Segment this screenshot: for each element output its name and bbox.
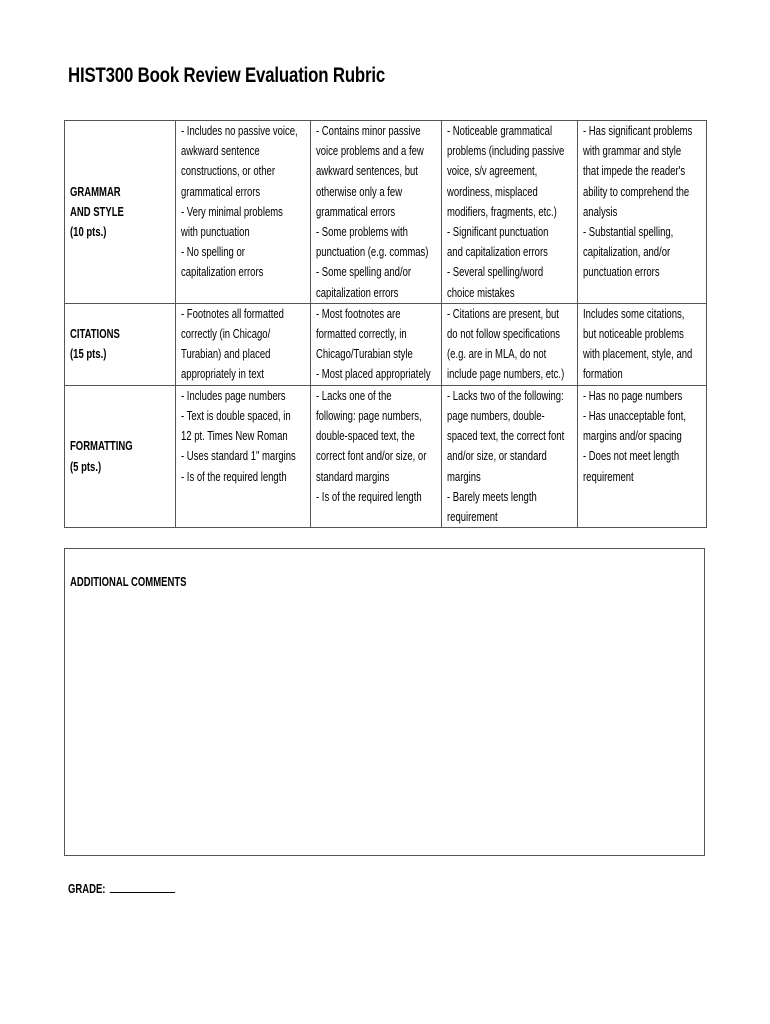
cell-text-line: awkward sentences, but xyxy=(316,164,418,179)
cell-text-line: - No spelling or xyxy=(181,245,245,260)
grade-label: GRADE: xyxy=(68,882,106,896)
cell-text-line: appropriately in text xyxy=(181,367,264,382)
cell-text-line: - Includes page numbers xyxy=(181,388,286,403)
additional-comments-box[interactable] xyxy=(64,548,705,856)
criterion-label-line: (5 pts.) xyxy=(70,459,102,474)
cell-text-line: - Most placed appropriately xyxy=(316,367,431,382)
cell-text-line: page numbers, double- xyxy=(447,409,545,424)
cell-text-line: punctuation (e.g. commas) xyxy=(316,245,429,260)
cell-text-line: constructions, or other xyxy=(181,164,275,179)
cell-text-line: - Footnotes all formatted xyxy=(181,306,284,321)
rubric-cell xyxy=(578,385,707,527)
cell-text-line: - Has significant problems xyxy=(583,124,693,138)
criterion-cell xyxy=(65,385,176,527)
cell-text-line: (e.g. are in MLA, do not xyxy=(447,347,547,362)
cell-text-line: margins and/or spacing xyxy=(583,429,682,444)
criterion-label-line: CITATIONS xyxy=(70,327,120,342)
cell-text-line: - Some spelling and/or xyxy=(316,265,412,280)
cell-text-line: - Has unacceptable font, xyxy=(583,409,686,424)
grade-blank-line[interactable] xyxy=(110,880,175,893)
rubric-cell xyxy=(311,121,442,304)
cell-text-line: 12 pt. Times New Roman xyxy=(181,429,288,444)
cell-text-line: with grammar and style xyxy=(583,144,682,159)
cell-text-line: choice mistakes xyxy=(447,285,515,300)
cell-text-line: formatted correctly, in xyxy=(316,327,407,342)
cell-text-line: but noticeable problems xyxy=(583,327,684,342)
cell-text-line: capitalization, and/or xyxy=(583,245,671,260)
cell-text-line: - Uses standard 1" margins xyxy=(181,449,296,464)
cell-text-line: - Lacks two of the following: xyxy=(447,388,564,403)
cell-text-line: spaced text, the correct font xyxy=(447,429,565,444)
cell-text-line: standard margins xyxy=(316,469,390,484)
rubric-cell xyxy=(442,121,578,304)
rubric-cell xyxy=(442,303,578,385)
cell-text-line: - Noticeable grammatical xyxy=(447,124,553,138)
cell-text-line: and capitalization errors xyxy=(447,245,548,260)
cell-text-line: - Lacks one of the xyxy=(316,388,392,403)
rubric-cell xyxy=(578,303,707,385)
criterion-cell xyxy=(65,121,176,304)
criterion-label-line: FORMATTING xyxy=(70,439,133,454)
rubric-cell xyxy=(176,121,311,304)
citations-row xyxy=(65,303,707,385)
page-title: HIST300 Book Review Evaluation Rubric xyxy=(68,64,386,87)
cell-text-line: - Has no page numbers xyxy=(583,388,683,403)
cell-text-line: awkward sentence xyxy=(181,144,260,159)
cell-text-line: correctly (in Chicago/ xyxy=(181,327,271,342)
cell-text-line: - Includes no passive voice, xyxy=(181,124,298,138)
cell-text-line: punctuation errors xyxy=(583,265,660,280)
cell-text-line: Turabian) and placed xyxy=(181,347,271,362)
cell-text-line: correct font and/or size, or xyxy=(316,449,427,464)
rubric-cell xyxy=(311,303,442,385)
rubric-table xyxy=(64,120,707,528)
cell-text-line: double-spaced text, the xyxy=(316,429,415,444)
cell-text-line: - Very minimal problems xyxy=(181,204,283,219)
cell-text-line: include page numbers, etc.) xyxy=(447,367,565,382)
cell-text-line: capitalization errors xyxy=(181,265,264,280)
cell-text-line: Chicago/Turabian style xyxy=(316,347,413,362)
grade-field xyxy=(68,880,175,896)
cell-text-line: - Contains minor passive xyxy=(316,124,421,138)
cell-text-line: capitalization errors xyxy=(316,285,399,300)
cell-text-line: - Several spelling/word xyxy=(447,265,544,280)
cell-text-line: requirement xyxy=(583,469,634,484)
cell-text-line: following: page numbers, xyxy=(316,409,422,424)
criterion-label-line: AND STYLE xyxy=(70,204,124,219)
cell-text-line: - Barely meets length xyxy=(447,489,537,504)
cell-text-line: analysis xyxy=(583,204,618,219)
cell-text-line: ability to comprehend the xyxy=(583,184,690,199)
rubric-cell xyxy=(176,385,311,527)
additional-comments-label: ADDITIONAL COMMENTS xyxy=(70,575,187,589)
rubric-cell xyxy=(578,121,707,304)
cell-text-line: - Significant punctuation xyxy=(447,225,549,240)
cell-text-line: - Text is double spaced, in xyxy=(181,409,291,424)
cell-text-line: that impede the reader's xyxy=(583,164,686,179)
rubric-cell xyxy=(176,303,311,385)
cell-text-line: - Is of the required length xyxy=(181,469,287,484)
cell-text-line: - Does not meet length xyxy=(583,449,680,464)
cell-text-line: - Substantial spelling, xyxy=(583,225,674,240)
cell-text-line: - Is of the required length xyxy=(316,489,422,504)
cell-text-line: - Citations are present, but xyxy=(447,306,559,321)
cell-text-line: margins xyxy=(447,469,481,484)
cell-text-line: grammatical errors xyxy=(316,204,396,219)
cell-text-line: otherwise only a few xyxy=(316,184,403,199)
cell-text-line: formation xyxy=(583,367,623,382)
cell-text-line: wordiness, misplaced xyxy=(447,184,538,199)
criterion-label-line: (10 pts.) xyxy=(70,225,107,240)
cell-text-line: problems (including passive xyxy=(447,144,565,159)
cell-text-line: voice problems and a few xyxy=(316,144,424,159)
cell-text-line: modifiers, fragments, etc.) xyxy=(447,204,557,219)
cell-text-line: do not follow specifications xyxy=(447,327,561,342)
cell-text-line: - Most footnotes are xyxy=(316,306,401,321)
cell-text-line: with punctuation xyxy=(181,225,250,240)
criterion-label-line: GRAMMAR xyxy=(70,184,121,199)
criterion-cell xyxy=(65,303,176,385)
cell-text-line: with placement, style, and xyxy=(583,347,693,362)
cell-text-line: and/or size, or standard xyxy=(447,449,547,464)
rubric-cell xyxy=(442,385,578,527)
grammar-style-row xyxy=(65,121,707,304)
cell-text-line: requirement xyxy=(447,510,498,525)
cell-text-line: - Some problems with xyxy=(316,225,408,240)
rubric-cell xyxy=(311,385,442,527)
cell-text-line: voice, s/v agreement, xyxy=(447,164,538,179)
formatting-row xyxy=(65,385,707,527)
criterion-label-line: (15 pts.) xyxy=(70,347,107,362)
cell-text-line: grammatical errors xyxy=(181,184,261,199)
cell-text-line: Includes some citations, xyxy=(583,306,685,321)
